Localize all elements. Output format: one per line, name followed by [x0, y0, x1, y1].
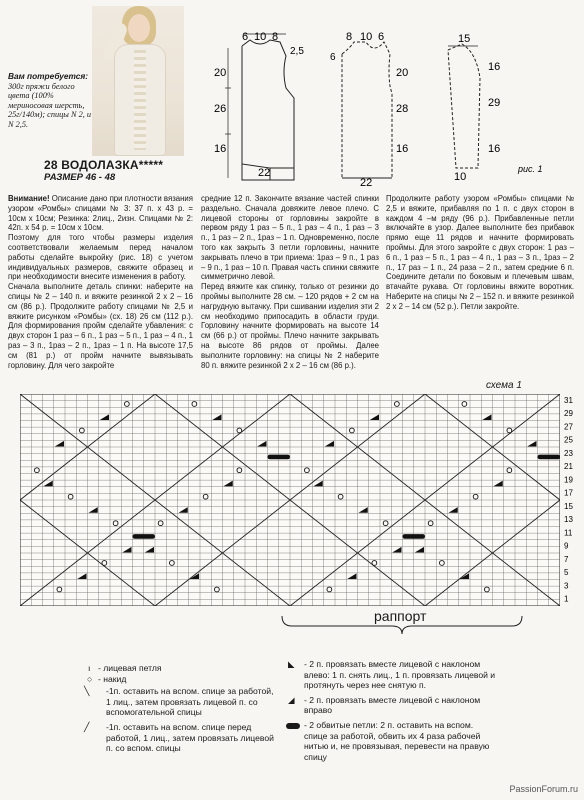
back-side-1: 20: [214, 67, 227, 79]
model-photo: [92, 6, 184, 156]
instructions-p1: Описание дано при плотности вязания узором «Ромбы» спицами № 3: 37 п. х 43 р. = 10см х 10см; Резинка: 2лиц., 2изн. Спицами № 2: 42п. х 54 р. = 10см х 10см.: [8, 194, 193, 233]
chart-row-number: 7: [564, 554, 569, 564]
back-shoulder: 2,5: [290, 46, 304, 57]
decrease-right-icon: ◢: [288, 694, 295, 705]
legend-cross-left-text: -1п. оставить на вспом. спице за работой, 1 лиц., затем провязать лицевой п. со вспомогательной спицы: [106, 686, 274, 718]
chart-row-number: 23: [564, 448, 573, 458]
chart-row-number: 5: [564, 568, 569, 578]
chart-row-number: 29: [564, 409, 573, 419]
instructions-p4: средние 12 п. Закончите вязание частей спинки раздельно. Сначала довяжите левое плечо. С лицевой стороны от горловины закройте в первом ряду 1 раз – 5 п., 1 раз – 4 п., 1 раз – 3 п., 1 раз – 2 п., 1раз – 1 п. Одновременно, после того как закрыть 3 петли горловины, начните закрывать плечо в три приема: 1раз – 9 п., 1 раз – 9 п., 1 раз – 10 п. Правая часть спинки свяжите симметрично левой.: [201, 194, 379, 282]
back-side-3: 16: [214, 143, 227, 155]
instructions-p5: Перед вяжите как спинку, только от резинки до проймы выполните 28 см. – 120 рядов + 2 см на нагрудную вытачку. При сшивании изделия эти 2 см необходимо припосадить в области груди. Горловину начните формировать на высоте 14 см (66 р.) от проймы. Плечо начните закрывать на высоте 86 рядов от проймы. Далее выполните горловину: на спицы № 2 наберите 80 п. вяжите резинкой 2 х 2 – 16 см (86 р.).: [201, 282, 379, 370]
front-top-1: 8: [346, 31, 353, 43]
front-top-2: 10: [360, 31, 373, 43]
chart-row-number: 17: [564, 488, 573, 498]
pattern-caption: рис. 1: [518, 164, 543, 174]
sleeve-side-2: 29: [488, 97, 501, 109]
pattern-drawings: [200, 28, 580, 188]
cross-left-icon: ╲: [84, 686, 90, 697]
decrease-left-icon: ◣: [288, 659, 295, 669]
chart-wrapped-stitch-icon: [403, 534, 426, 539]
chart-row-number: 21: [564, 462, 573, 472]
legend-k2tog-right: [286, 695, 496, 716]
chart-wrapped-stitch-icon: [538, 455, 561, 460]
materials-note: [8, 72, 92, 130]
chart-row-number: 1: [564, 594, 569, 604]
chart-title: схема 1: [486, 380, 522, 391]
chart-row-number: 3: [564, 581, 569, 591]
legend-left: [84, 663, 274, 754]
back-bottom: 22: [258, 167, 271, 179]
cross-right-icon: ╱: [84, 721, 90, 732]
front-top-3: 6: [378, 31, 385, 43]
back-top-3: 8: [272, 31, 279, 43]
legend-knit: [84, 663, 274, 674]
model-title: 28 ВОДОЛАЗКА*****: [44, 158, 164, 172]
instructions-column-1: [8, 194, 193, 370]
chart-grid: [20, 394, 580, 606]
chart-row-number: 11: [564, 528, 573, 538]
watermark: PassionForum.ru: [509, 784, 578, 794]
sleeve-top: 15: [458, 33, 471, 45]
knit-symbol-icon: ı: [88, 663, 91, 673]
stitch-chart: [20, 394, 580, 640]
repeat-label: раппорт: [374, 608, 427, 624]
legend-k2tog-left: [286, 659, 496, 691]
yarn-over-icon: ○: [87, 673, 93, 684]
legend-knit-text: - лицевая петля: [98, 663, 162, 673]
back-pattern: [242, 34, 294, 180]
legend-yo: [84, 674, 274, 685]
legend-double-yo-text: - 2 обвитые петли: 2 п. оставить на вспом. спице за работой, обвить их 4 раза рабочей нитью и, не провязывая, перевести на правую спицу: [304, 719, 490, 762]
instructions-p2: Поэтому для того чтобы размеры изделия соответствовали желаемым перед началом работы сделайте выкройку (рис. 18) с учетом индивидуальных размеров, свяжите образец и при необходимости внесите изменения в работу.: [8, 233, 193, 282]
instructions-column-3: [386, 194, 574, 312]
legend-cross-right-text: -1п. оставить на вспом. спице перед работой, 1 лиц., затем провязать лицевой п. со вспом. спицы: [106, 721, 274, 754]
chart-row-numbers: [564, 396, 573, 604]
front-side-3: 16: [396, 143, 409, 155]
chart-row-number: 19: [564, 475, 573, 485]
chart-row-number: 31: [564, 395, 573, 405]
front-bottom: 22: [360, 177, 373, 188]
instructions-column-2: [201, 194, 379, 370]
sleeve-side-3: 16: [488, 143, 501, 155]
chart-row-number: 15: [564, 501, 573, 511]
front-side-1: 20: [396, 67, 409, 79]
legend-k2tog-right-text: - 2 п. провязать вместе лицевой с наклоном вправо: [304, 694, 481, 716]
instructions-p3: Сначала выполните деталь спинки: наберите на спицы № 2 – 140 п. и вяжите резинкой 2 х 2 – 16 см (86 р.). Продолжите работу спицами № 2,5 и вяжите рисунком «Ромбы» (сх. 18) 26 см (112 р.). Для формирования пройм сделайте убавления: с двух сторон 1 раз – 6 п., 1 раз – 5 п., 1 раз – 4 п., 1 раз – 3 п., 1раз – 2 п., 1раз – 1 п. На высоте 17,5 см (81 р.) от пройм начните вывязывать горловину. Для чего закройте: [8, 282, 193, 370]
back-side-2: 26: [214, 103, 227, 115]
model-size: РАЗМЕР 46 - 48: [44, 172, 116, 183]
back-top-2: 10: [254, 31, 267, 43]
legend-cross-right: [84, 722, 274, 754]
chart-row-number: 13: [564, 515, 573, 525]
legend-yo-text: - накид: [98, 673, 127, 684]
front-side-2: 28: [396, 103, 409, 115]
attention-label: Внимание!: [8, 194, 50, 203]
front-pattern: [342, 42, 392, 178]
legend-double-yo: [286, 720, 496, 762]
chart-wrapped-stitch-icon: [268, 455, 291, 460]
chart-wrapped-stitch-icon: [133, 534, 156, 539]
legend-k2tog-left-text: - 2 п. провязать вместе лицевой с наклоном влево: 1 п. снять лиц., 1 п. провязать лицевой и протянуть через нее снятую п.: [304, 659, 496, 691]
front-neck: 6: [330, 52, 336, 63]
materials-text: 300г пряжи белого цвета (100% мериносовая шерсть, 25г/140м); спицы N 2, и N 2,5.: [8, 81, 92, 129]
back-top-1: 6: [242, 31, 249, 43]
chart-row-number: 27: [564, 422, 573, 432]
materials-title: Вам потребуется:: [8, 71, 89, 81]
sleeve-pattern: [448, 44, 480, 168]
legend-cross-left: [84, 686, 274, 718]
instructions-p6: Продолжите работу узором «Ромбы» спицами № 2,5 и вяжите, прибавляя по 1 п. с двух сторон в каждом 4 –м ряду (96 р.). Прибавленные петли включайте в узор. Далее выполните без прибавок прямо еще 11 рядов и начните формировать проймы. Для этого закройте с двух сторон: 1 раз – 6 п., 1 раз – 5 п., 1 раз – 4 п., 1 раз – 3 п., 1раз – 2 п., 17 раз – 1 п., 24 раза – 2 п., затем средние 6 п. Соедините детали по боковым и плечевым швам, втачайте рукава. От горловины вяжите воротник. Наберите на спицы № 2 – 152 п. и вяжите резинкой 2 х 2 – 14 см (52 р.). Петли закройте.: [386, 194, 574, 311]
sleeve-side-1: 16: [488, 61, 501, 73]
chart-row-number: 9: [564, 541, 569, 551]
wrapped-stitch-icon: [286, 723, 300, 729]
sleeve-bottom: 10: [454, 171, 467, 183]
legend-right: [286, 659, 496, 762]
chart-row-number: 25: [564, 435, 573, 445]
